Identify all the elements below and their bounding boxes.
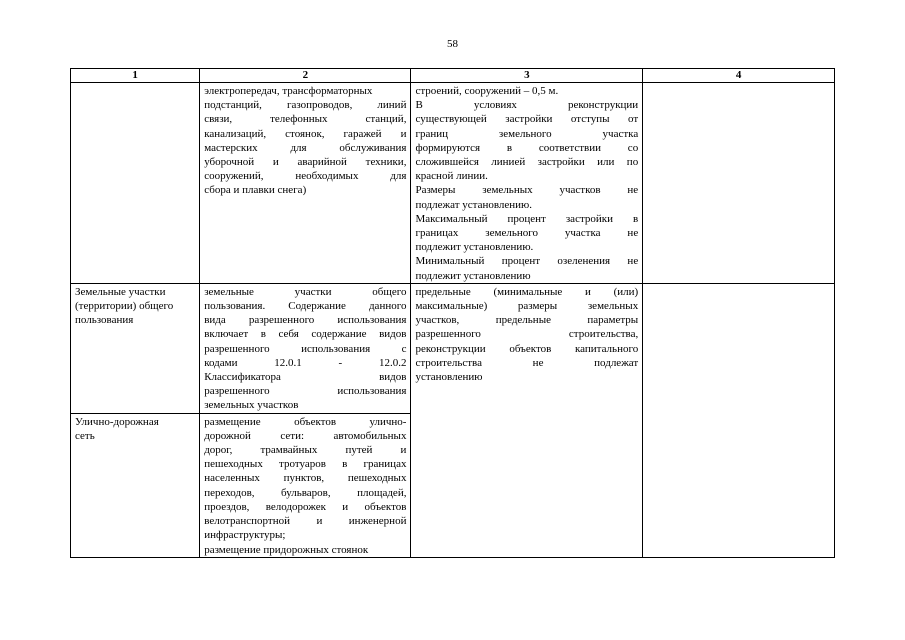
cell-text-line: разрешенного использования (204, 385, 407, 398)
cell-text-line: переходов, бульваров, площадей, (204, 486, 407, 499)
cell-text-line: Размеры земельных участков не (415, 184, 639, 197)
cell-text-line: пользования. Содержание данного (204, 300, 407, 313)
row1-col2-cell (200, 83, 411, 284)
table-row (71, 83, 835, 284)
cell-text-line: размещение объектов улично- (204, 415, 407, 428)
cell-text-line: подлежит установлению. (415, 241, 534, 254)
row2-col4-cell (643, 283, 835, 557)
row3-col2-cell (200, 413, 411, 557)
cell-text-line: максимальные) размеры земельных (415, 300, 639, 313)
cell-text-line: проездов, велодорожек и объектов (204, 500, 407, 513)
row1-col3-cell (411, 83, 643, 284)
cell-text-line: участков, предельные параметры (415, 314, 639, 327)
table-header-row (71, 69, 835, 83)
row1-col1-cell (71, 83, 200, 284)
cell-text-line: существующей застройки отступы от (415, 113, 639, 126)
cell-text-line: Минимальный процент озеленения не (415, 255, 639, 268)
cell-text-line: предельные (минимальные и (или) (415, 285, 639, 298)
cell-text-line: мастерских для обслуживания (204, 141, 407, 154)
cell-text-line: Максимальный процент застройки в (415, 212, 639, 225)
cell-text-line: подлежит установлению (415, 269, 531, 282)
cell-text-line: В условиях реконструкции (415, 99, 639, 112)
cell-text-line: красной линии. (415, 170, 488, 183)
cell-text-line: Земельные участки (75, 285, 166, 298)
cell-text-line: подстанций, газопроводов, линий (204, 99, 407, 112)
cell-text-line: вида разрешенного использования (204, 314, 407, 327)
row3-col1-cell (71, 413, 200, 557)
column-header-1: 1 (71, 69, 200, 83)
cell-text-line: сложившейся линией застройки или по (415, 156, 639, 169)
cell-text-line: сооружений, необходимых для (204, 170, 407, 183)
cell-text-line: границ земельного участка (415, 127, 639, 140)
cell-text-line: границах земельного участка не (415, 227, 639, 240)
cell-text-line: инфраструктуры; (204, 529, 286, 542)
cell-text-line: установлению (415, 371, 483, 384)
column-header-2: 2 (200, 69, 411, 83)
cell-text-line: пешеходных тротуаров в границах (204, 458, 407, 471)
cell-text-line: связи, телефонных станций, (204, 113, 407, 126)
cell-text-line: уборочной и аварийной техники, (204, 156, 407, 169)
cell-text-line: канализаций, стоянок, гаражей и (204, 127, 407, 140)
cell-text-line: дорог, трамвайных путей и (204, 444, 407, 457)
row2-col3-cell (411, 283, 643, 557)
row1-col4-cell (643, 83, 835, 284)
cell-text-line: сбора и плавки снега) (204, 184, 307, 197)
cell-text-line: размещение придорожных стоянок (204, 543, 369, 556)
cell-text-line: включает в себя содержание видов (204, 328, 407, 341)
cell-text-line: населенных пунктов, пешеходных (204, 472, 407, 485)
column-header-4: 4 (643, 69, 835, 83)
cell-text-line: подлежат установлению. (415, 198, 533, 211)
row2-col2-cell (200, 283, 411, 413)
cell-text-line: формируются в соответствии со (415, 141, 639, 154)
cell-text-line: разрешенного использования с (204, 342, 407, 355)
cell-text-line: электропередач, трансформаторных (204, 85, 373, 97)
table-row (71, 283, 835, 413)
cell-text-line: Классификатора видов (204, 371, 407, 384)
cell-text-line: (территории) общего (75, 300, 174, 313)
cell-text-line: пользования (75, 314, 134, 327)
cell-text-line: Улично-дорожная (75, 415, 159, 428)
cell-text-line: реконструкции объектов капитального (415, 342, 639, 355)
row2-col1-cell (71, 283, 200, 413)
column-header-3: 3 (411, 69, 643, 83)
cell-text-line: кодами 12.0.1 - 12.0.2 (204, 356, 407, 369)
cell-text-line: сеть (75, 429, 95, 442)
cell-text-line: строений, сооружений – 0,5 м. (415, 85, 559, 97)
cell-text-line: разрешенного строительства, (415, 328, 639, 341)
zoning-table (70, 68, 835, 558)
cell-text-line: велотранспортной и инженерной (204, 515, 407, 528)
cell-text-line: земельных участков (204, 399, 299, 412)
cell-text-line: земельные участки общего (204, 285, 407, 298)
cell-text-line: строительства не подлежат (415, 356, 639, 369)
cell-text-line: дорожной сети: автомобильных (204, 429, 407, 442)
page-number: 58 (447, 38, 458, 50)
